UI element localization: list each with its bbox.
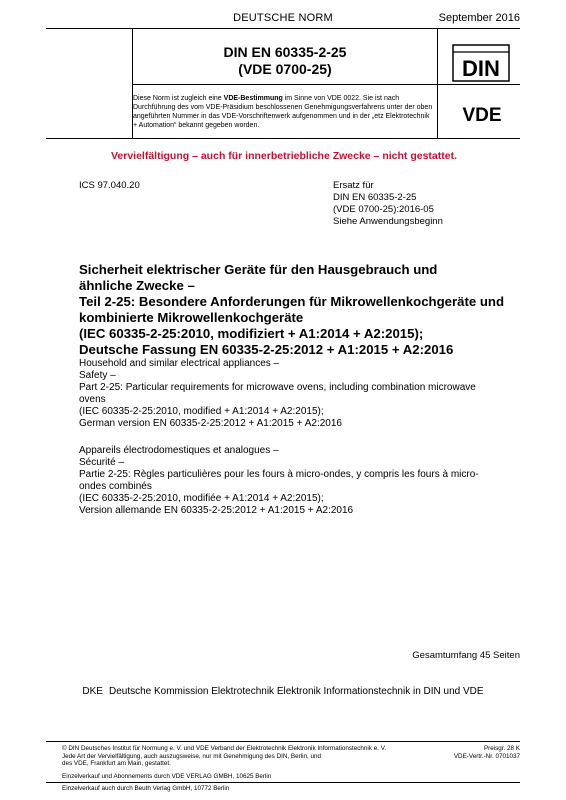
vde-note-suffix: im Sinne von VDE 0022. Sie ist nach Durchführung des vom VDE-Präsidium beschlossenen Genehmigungsverfahrens unter der oben angeführten Nummer in das VDE-Vorschriftenwerk aufgenommen und in der „etz Elektrotechnik + Automation“ bekannt gegeben worden.	[133, 95, 433, 129]
copyright-line: Jede Art der Vervielfältigung, auch auszugsweise, nur mit Genehmigung des DIN, Berlin, und	[62, 752, 322, 760]
sales-info-beuth: Einzelverkauf auch durch Beuth Verlag GmbH, 10772 Berlin	[62, 785, 230, 792]
vde-note	[133, 94, 433, 130]
replacement-line: Siehe Anwendungsbeginn	[333, 216, 443, 227]
dke-line	[0, 686, 566, 697]
total-pages: Gesamtumfang 45 Seiten	[412, 650, 520, 661]
vde-logo-text: VDE	[462, 105, 502, 123]
title-french-line: Version allemande EN 60335-2-25:2012 + A1:2015 + A2:2016	[79, 505, 354, 516]
replacement-line: DIN EN 60335-2-25	[333, 192, 417, 203]
title-german-line: ähnliche Zwecke –	[79, 278, 195, 293]
copyright-line: © DIN Deutsches Institut für Normung e. V. und VDE Verband der Elektrotechnik Elektronik Informationstechnik e. V.	[62, 745, 387, 752]
title-english-line: (IEC 60335-2-25:2010, modified + A1:2014 + A2:2015);	[79, 406, 324, 417]
replacement-line: Ersatz für	[333, 180, 374, 191]
title-english-line: Household and similar electrical appliances –	[79, 358, 280, 369]
footer-rule	[46, 741, 520, 742]
price-info	[454, 745, 520, 760]
replacement-line: (VDE 0700-25):2016-05	[333, 204, 434, 215]
document-number	[132, 44, 438, 78]
replacement-info	[333, 180, 443, 228]
price-group: Preisgr. 28 K	[483, 745, 520, 752]
ics-code: ICS 97.040.20	[79, 180, 140, 191]
title-english-line: German version EN 60335-2-25:2012 + A1:2015 + A2:2016	[79, 418, 342, 429]
frame-bottom-rule	[46, 138, 520, 139]
top-rule	[46, 28, 520, 29]
dke-full: Deutsche Kommission Elektrotechnik Elektronik Informationstechnik in DIN und VDE	[108, 686, 484, 697]
title-german	[79, 262, 519, 358]
document-number-line2: (VDE 0700-25)	[238, 61, 332, 77]
title-german-line: kombinierte Mikrowellenkochgeräte	[79, 310, 304, 325]
dke-abbr: DKE	[82, 686, 103, 697]
vde-note-prefix: Diese Norm ist zugleich eine	[133, 95, 224, 102]
order-number: VDE-Vertr.-Nr. 0701037	[453, 752, 520, 760]
title-english	[79, 358, 519, 430]
title-french-line: (IEC 60335-2-25:2010, modifiée + A1:2014 + A2:2015);	[79, 493, 324, 504]
title-french-line: Partie 2-25: Règles particulières pour les fours à micro-ondes, y compris les fours à micro-	[79, 469, 479, 480]
title-french-line: Appareils électrodomestiques et analogues –	[79, 445, 279, 456]
copyright-notice	[62, 745, 422, 768]
footer-sub-rule	[46, 782, 520, 783]
din-logo-text: DIN	[462, 56, 500, 81]
title-english-line: Part 2-25: Particular requirements for microwave ovens, including combination microwave	[79, 382, 476, 393]
copy-warning: Vervielfältigung – auch für innerbetriebliche Zwecke – nicht gestattet.	[110, 150, 457, 162]
title-french-line: Sécurité –	[79, 457, 125, 468]
copyright-line: des VDE, Frankfurt am Main, gestattet.	[62, 760, 171, 768]
mid-rule	[132, 84, 520, 85]
document-number-line1: DIN EN 60335-2-25	[223, 44, 347, 60]
norm-label: DEUTSCHE NORM	[233, 12, 333, 24]
title-german-line: Sicherheit elektrischer Geräte für den Hausgebrauch und	[79, 262, 438, 277]
title-german-line: Deutsche Fassung EN 60335-2-25:2012 + A1:2015 + A2:2016	[79, 342, 454, 357]
issue-date: September 2016	[438, 12, 520, 24]
title-german-line: Teil 2-25: Besondere Anforderungen für Mikrowellenkochgeräte und	[79, 294, 504, 309]
title-french-line: ondes combinés	[79, 481, 152, 492]
vde-logo	[454, 105, 510, 123]
din-logo	[452, 44, 510, 82]
vde-note-bold: VDE-Bestimmung	[223, 95, 283, 102]
title-german-line: (IEC 60335-2-25:2010, modifiziert + A1:2014 + A2:2015);	[79, 326, 424, 341]
sales-info-vde: Einzelverkauf und Abonnements durch VDE VERLAG GMBH, 10625 Berlin	[62, 773, 272, 780]
title-english-line: Safety –	[79, 370, 116, 381]
title-english-line: ovens	[79, 394, 106, 405]
title-french	[79, 445, 519, 517]
